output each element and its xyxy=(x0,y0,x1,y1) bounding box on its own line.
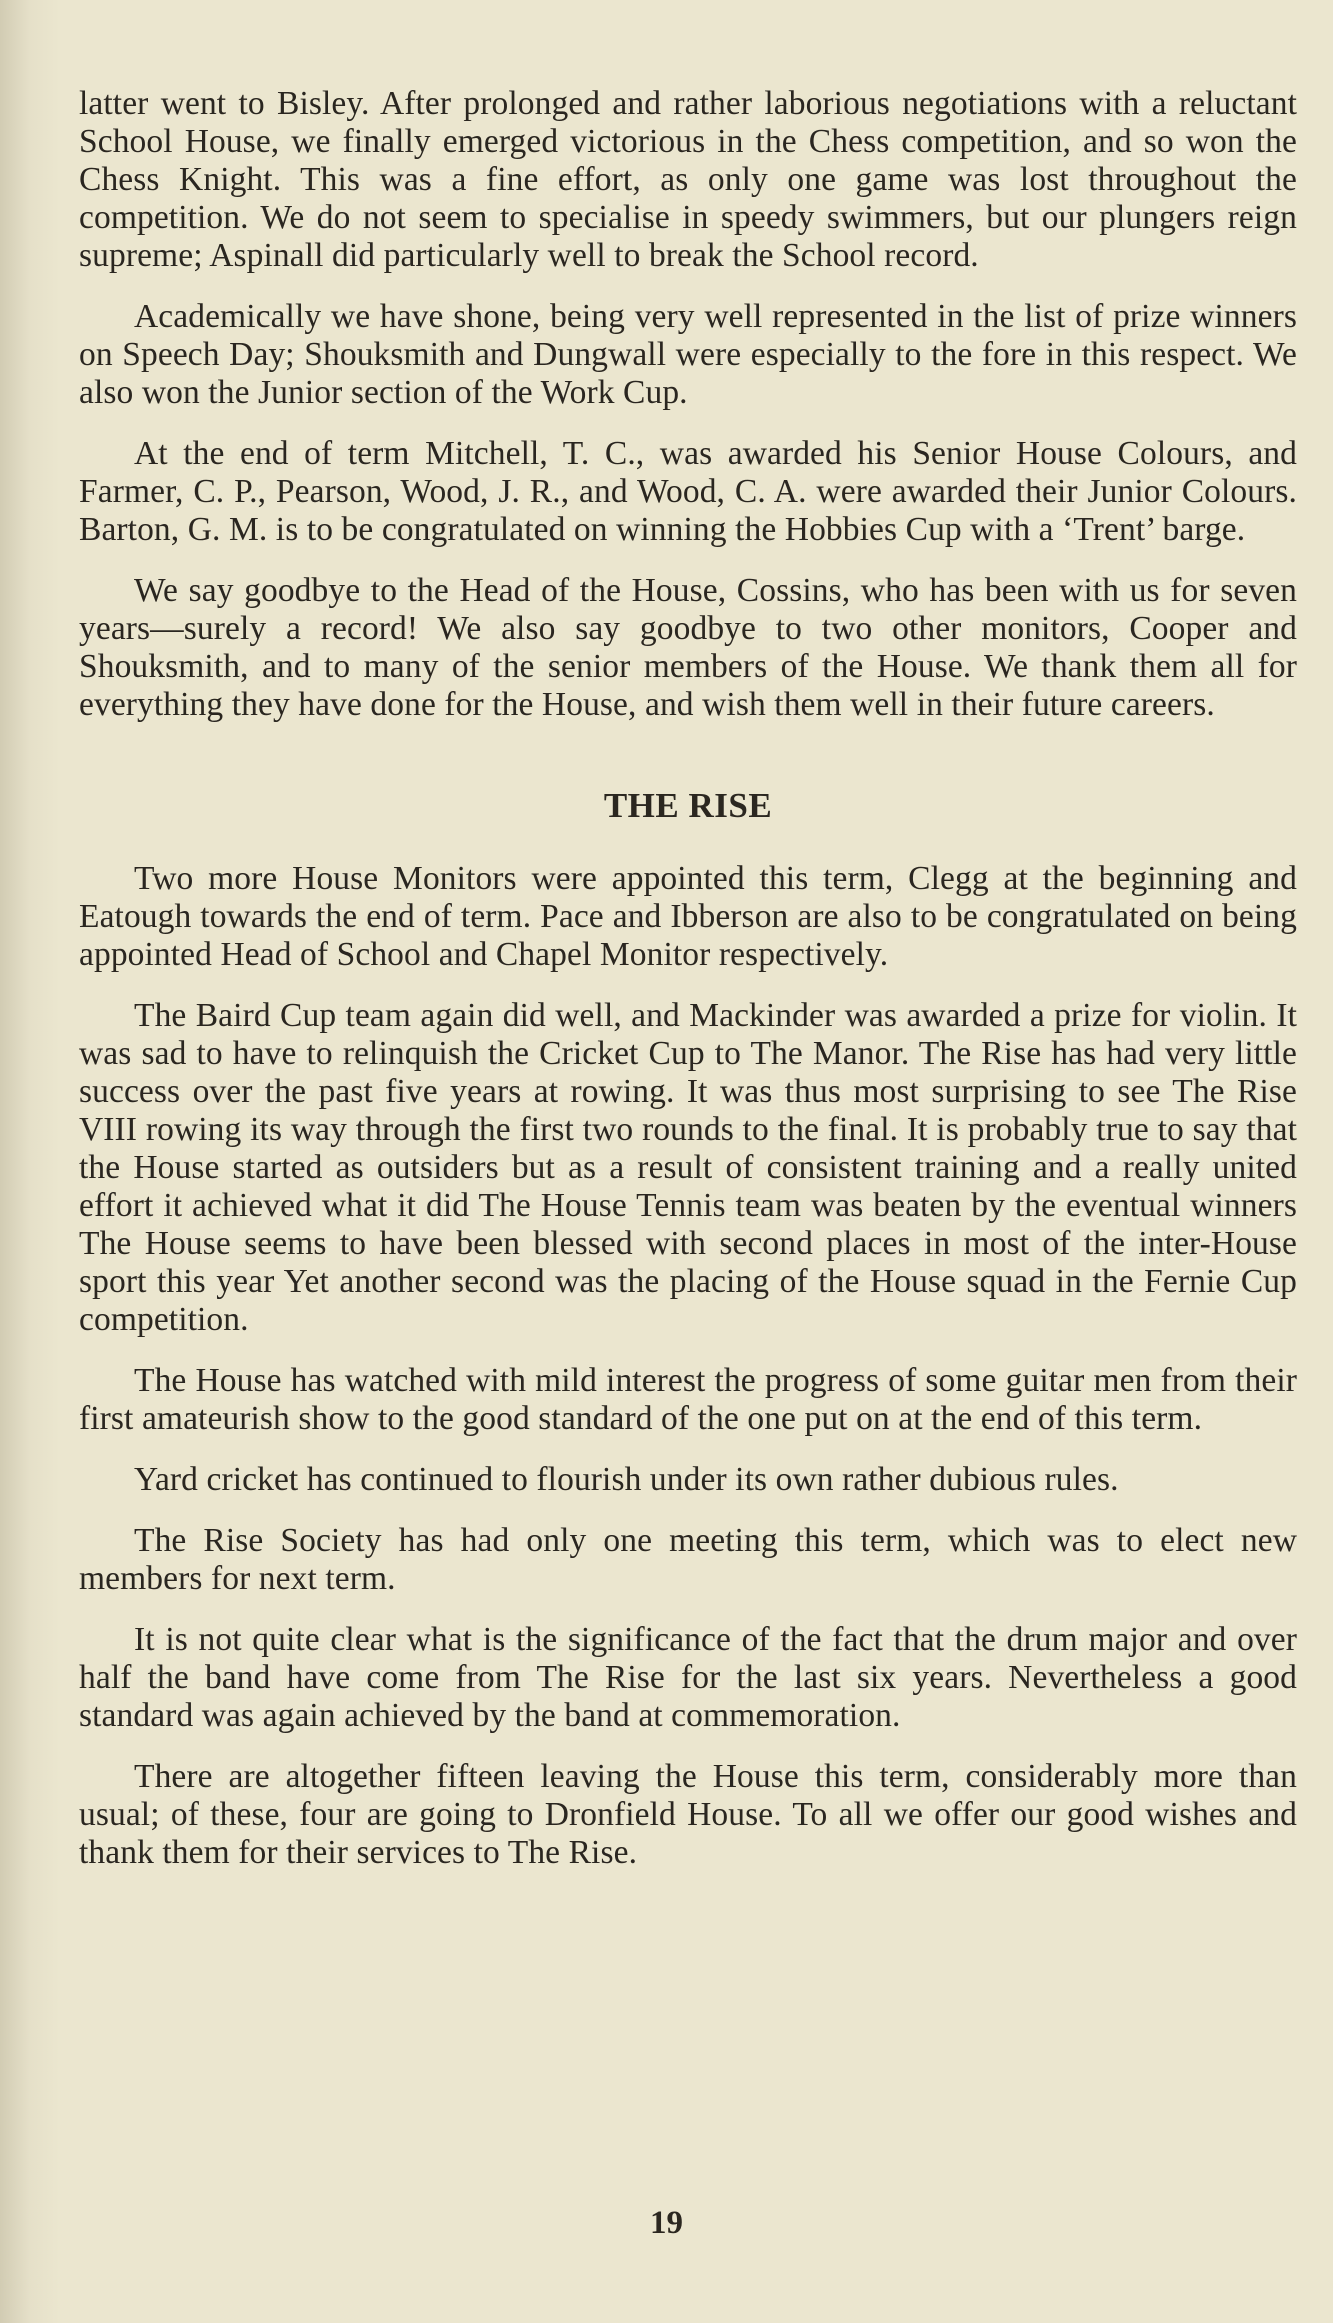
paragraph: The Rise Society has had only one meeting this term, which was to elect new members for next term. xyxy=(79,1522,1297,1597)
page-number: 19 xyxy=(650,2205,683,2241)
paragraph: Academically we have shone, being very well represented in the list of prize winners on Speech Day; Shouksmith and Dungwall were especially to the fore in this respect. We also won the Junior section of the Work Cup. xyxy=(79,298,1297,411)
paragraph: It is not quite clear what is the significance of the fact that the drum major and over half the band have come from The Rise for the last six years. Nevertheless a good standard was again achieved by the band at commemoration. xyxy=(79,1621,1297,1734)
section-title: THE RISE xyxy=(603,786,773,825)
paragraph: Yard cricket has continued to flourish under its own rather dubious rules. xyxy=(134,1461,1119,1498)
paragraph: latter went to Bisley. After prolonged and rather laborious negotiations with a reluctant School House, we finally emerged victorious in the Chess competition, and so won the Chess Knight. This was a fine effort, as only one game was lost throughout the competition. We do not seem to specialise in speedy swimmers, but our plungers reign supreme; Aspinall did particularly well to break the School record. xyxy=(79,85,1297,274)
paragraph: At the end of term Mitchell, T. C., was awarded his Senior House Colours, and Farmer, C. P., Pearson, Wood, J. R., and Wood, C. A. were awarded their Junior Colours. Barton, G. M. is to be congratulated on winning the Hobbies Cup with a ‘Trent’ barge. xyxy=(79,435,1297,548)
paragraph: There are altogether fifteen leaving the House this term, considerably more than usual; of these, four are going to Dronfield House. To all we offer our good wishes and thank them for their services to The Rise. xyxy=(79,1758,1297,1871)
paragraph: The House has watched with mild interest the progress of some guitar men from their first amateurish show to the good standard of the one put on at the end of this term. xyxy=(79,1362,1297,1437)
text-column xyxy=(79,85,1297,1895)
paragraph: Two more House Monitors were appointed this term, Clegg at the beginning and Eatough towards the end of term. Pace and Ibberson are also to be congratulated on being appointed Head of School and Chapel Monitor respectively. xyxy=(79,860,1297,973)
paragraph: We say goodbye to the Head of the House, Cossins, who has been with us for seven years—surely a record! We also say goodbye to two other monitors, Cooper and Shouksmith, and to many of the senior members of the House. We thank them all for everything they have done for the House, and wish them well in their future careers. xyxy=(79,572,1297,723)
paragraph: The Baird Cup team again did well, and Mackinder was awarded a prize for violin. It was sad to have to relinquish the Cricket Cup to The Manor. The Rise has had very little success over the past five years at rowing. It was thus most surprising to see The Rise VIII rowing its way through the first two rounds to the final. It is probably true to say that the House started as outsiders but as a result of consistent training and a really united effort it achieved what it did The House Tennis team was beaten by the eventual winners The House seems to have been blessed with second places in most of the inter-House sport this year Yet another second was the placing of the House squad in the Fernie Cup competition. xyxy=(79,997,1297,1338)
